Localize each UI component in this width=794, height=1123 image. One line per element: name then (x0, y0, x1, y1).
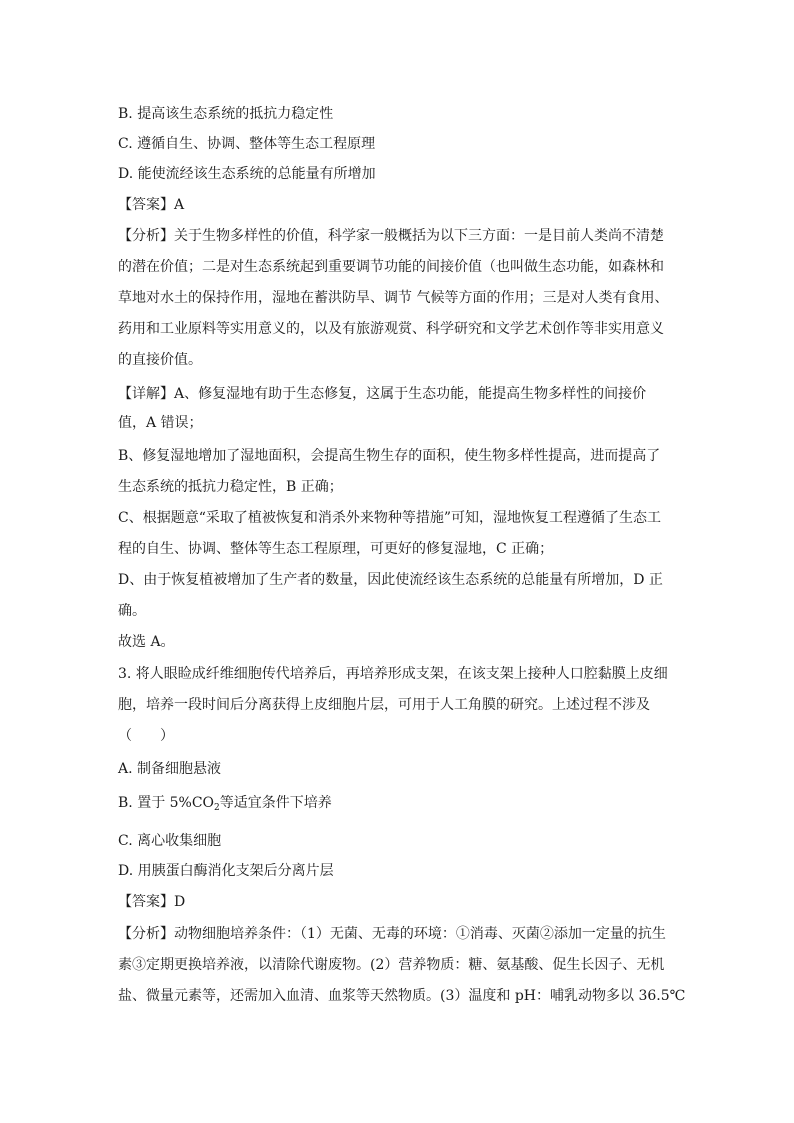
question-3-blank: （ ） (118, 728, 174, 744)
option-b: B. 提高该生态系统的抵抗力稳定性 (118, 106, 334, 122)
option-c: C. 遵循自生、协调、整体等生态工程原理 (118, 136, 376, 152)
question-3-line: 胞，培养一段时间后分离获得上皮细胞片层，可用于人工角膜的研究。上述过程不涉及 (118, 697, 650, 713)
option-d: D. 用胰蛋白酶消化支架后分离片层 (118, 863, 334, 879)
detail-line: B、修复湿地增加了湿地面积，会提高生物生存的面积，使生物多样性提高，进而提高了 (118, 448, 661, 464)
analysis-line: 素③定期更换培养液，以清除代谢废物。(2）营养物质：糖、氨基酸、促生长因子、无机 (118, 957, 665, 973)
detail-line: D、由于恢复植被增加了生产者的数量，因此使流经该生态系统的总能量有所增加，D 正 (118, 572, 663, 588)
analysis-line: 盐、微量元素等，还需加入血清、血浆等天然物质。(3）温度和 pH：哺乳动物多以 36.5℃ (118, 988, 686, 1004)
option-b-prefix: B. 置于 5%CO (118, 795, 215, 811)
answer-label: 【答案】A (118, 197, 185, 213)
option-a: A. 制备细胞悬液 (118, 761, 222, 777)
option-b-co2 (118, 793, 678, 813)
option-b-suffix: 等适宜条件下培养 (219, 795, 332, 811)
option-d: D. 能使流经该生态系统的总能量有所增加 (118, 166, 376, 182)
question-3-line: 3. 将人眼睑成纤维细胞传代培养后，再培养形成支架，在该支架上接种人口腔黏膜上皮细 (118, 666, 668, 682)
option-c: C. 离心收集细胞 (118, 833, 222, 849)
detail-line: 【详解】A、修复湿地有助于生态修复，这属于生态功能，能提高生物多样性的间接价 (118, 386, 647, 402)
detail-line: 生态系统的抵抗力稳定性，B 正确； (118, 479, 343, 495)
detail-line: C、根据题意“采取了植被恢复和消杀外来物种等措施”可知，湿地恢复工程遵循了生态工 (118, 510, 662, 526)
detail-line: 确。 (118, 603, 146, 619)
analysis-line: 的直接价值。 (118, 352, 202, 368)
detail-line: 值，A 错误； (118, 415, 203, 431)
analysis-line: 草地对水土的保持作用，湿地在蓄洪防旱、调节 气候等方面的作用；三是对人类有食用、 (118, 290, 669, 306)
analysis-line: 【分析】关于生物多样性的价值，科学家一般概括为以下三方面：一是目前人类尚不清楚 (118, 228, 664, 244)
conclusion-line: 故选 A。 (118, 634, 175, 650)
analysis-line: 的潜在价值；二是对生态系统起到重要调节功能的间接价值（也叫做生态功能，如森林和 (118, 259, 664, 275)
analysis-line: 【分析】动物细胞培养条件：（1）无菌、无毒的环境：①消毒、灭菌②添加一定量的抗生 (118, 926, 666, 942)
analysis-line: 药用和工业原料等实用意义的，以及有旅游观赏、科学研究和文学艺术创作等非实用意义 (118, 321, 664, 337)
answer-label: 【答案】D (118, 894, 186, 910)
detail-line: 程的自生、协调、整体等生态工程原理，可更好的修复湿地，C 正确； (118, 541, 554, 557)
subscript-2: 2 (214, 803, 220, 813)
